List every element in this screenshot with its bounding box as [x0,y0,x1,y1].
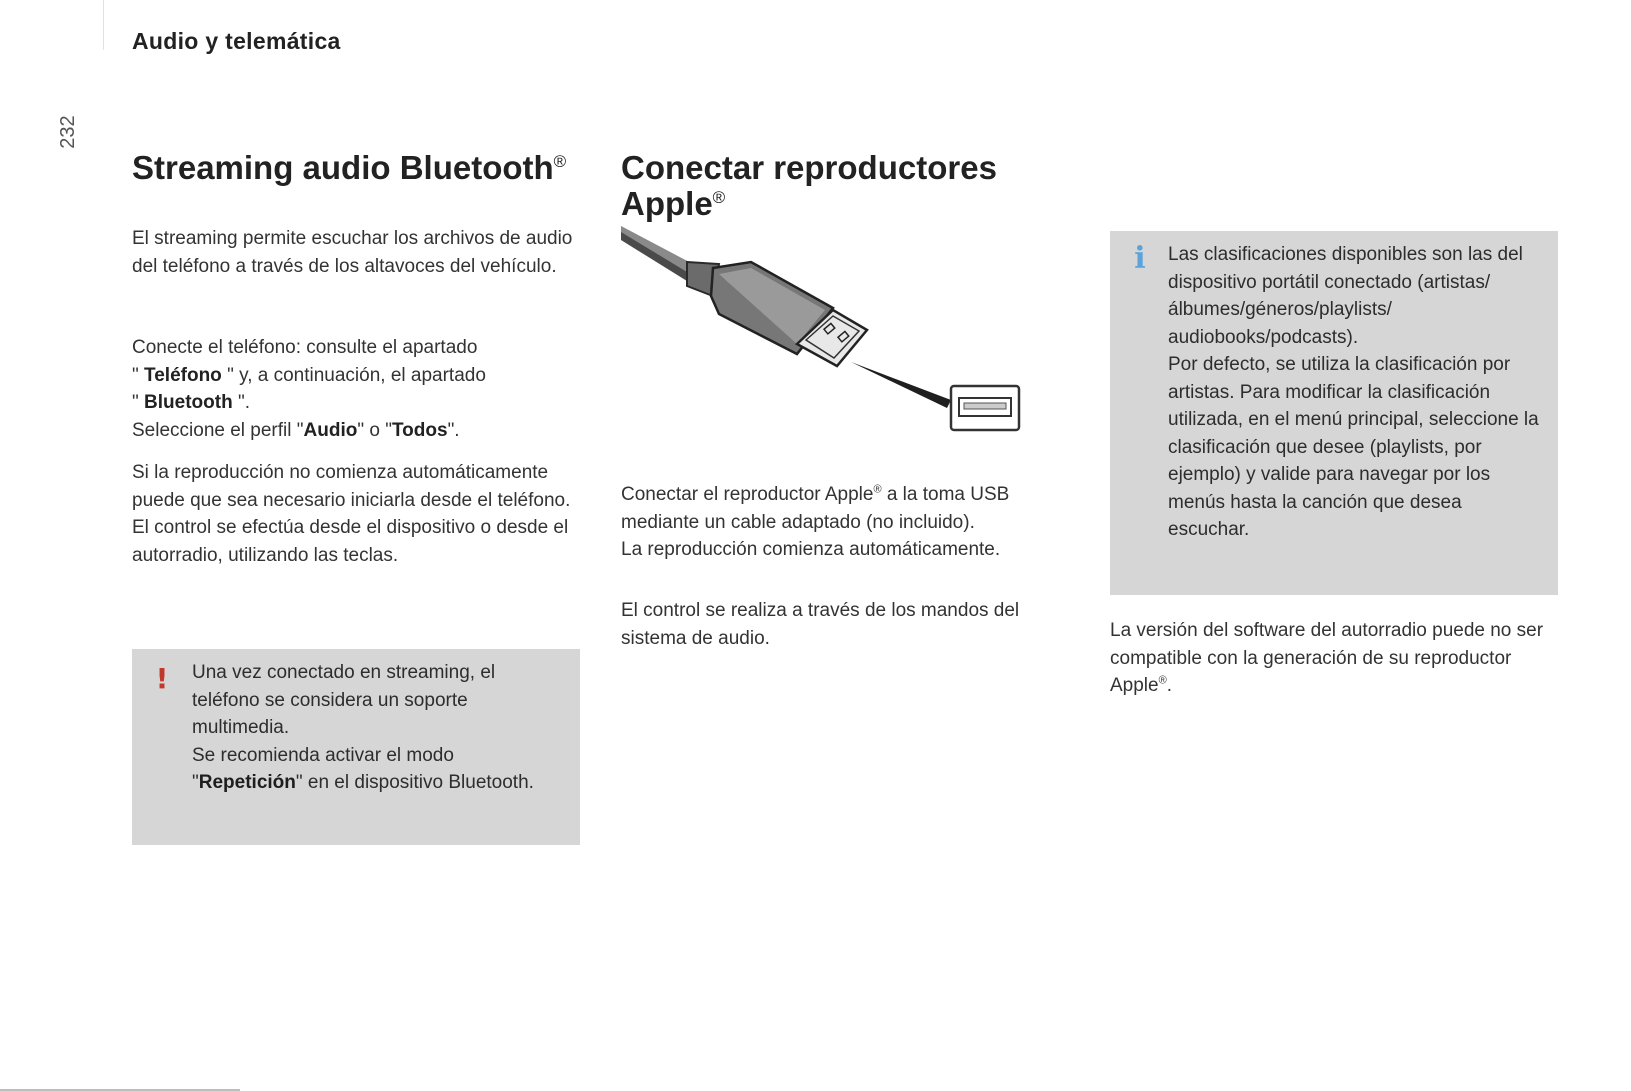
page-edge-line [103,0,104,50]
repeticion-mode: Repetición [198,772,296,793]
streaming-intro: El streaming permite escuchar los archivos de audio del teléfono a través de los altavoces del vehículo. [132,228,573,277]
playback-instructions: Si la reproducción no comienza automáticamente puede que sea necesario iniciarla desde el teléfono. El control se efectúa desde el dispositivo o desde el autorradio, utilizando las teclas. [132,462,571,566]
exclamation-icon: ! [155,662,169,695]
registered-mark: ® [712,188,726,207]
connect-phone-instructions: Conecte el teléfono: consulte el apartado " Teléfono " y, a continuación, el apartado " Bluetooth ". Seleccione el perfil "Audio" o "Todos". [132,337,486,441]
audio-profile: Audio [303,419,358,441]
telefono-reference: Teléfono [144,364,222,386]
bluetooth-reference: Bluetooth [144,392,233,413]
running-header: Audio y telemática [132,28,341,54]
bluetooth-section-title: Streaming audio Bluetooth® [132,149,567,186]
apple-control-note: El control se realiza a través de los mandos del sistema de audio. [621,600,1020,649]
apple-connect-instructions: Conectar el reproductor Apple® a la toma USB mediante un cable adaptado (no incluido). La reproducción comienza automáticamente. [621,483,1010,560]
registered-mark: ® [553,152,567,171]
warning-note-text: Una vez conectado en streaming, el teléfono se considera un soporte multimedia. Se recomienda activar el modo "Repetición" en el dispositivo Bluetooth. [192,662,534,793]
info-note-box [1110,231,1558,595]
bluetooth-streaming-section [132,149,592,566]
apple-players-section [621,150,1081,222]
apple-section-title: Conectar reproductores Apple® [621,149,997,222]
software-compatibility-note: La versión del software del autorradio puede no ser compatible con la generación de su reproductor Apple®. [1110,620,1544,696]
warning-note-box [132,649,580,845]
todos-profile: Todos [391,419,448,441]
info-icon: i [1134,241,1146,276]
usb-plug-illustration [621,226,1021,436]
page-number: 232 [57,115,79,149]
info-note-text: Las clasificaciones disponibles son las del dispositivo portátil conectado (artistas/álbumes/géneros/playlists/ audiobooks/podcasts). Por defecto, se utiliza la clasificación por artistas. Para modificar la clasificación utilizada, en el menú principal, seleccione la clasificación que desee (playlists, por ejemplo) y valide para navegar por los menús hasta la canción que desea escuchar. [1168,244,1539,540]
